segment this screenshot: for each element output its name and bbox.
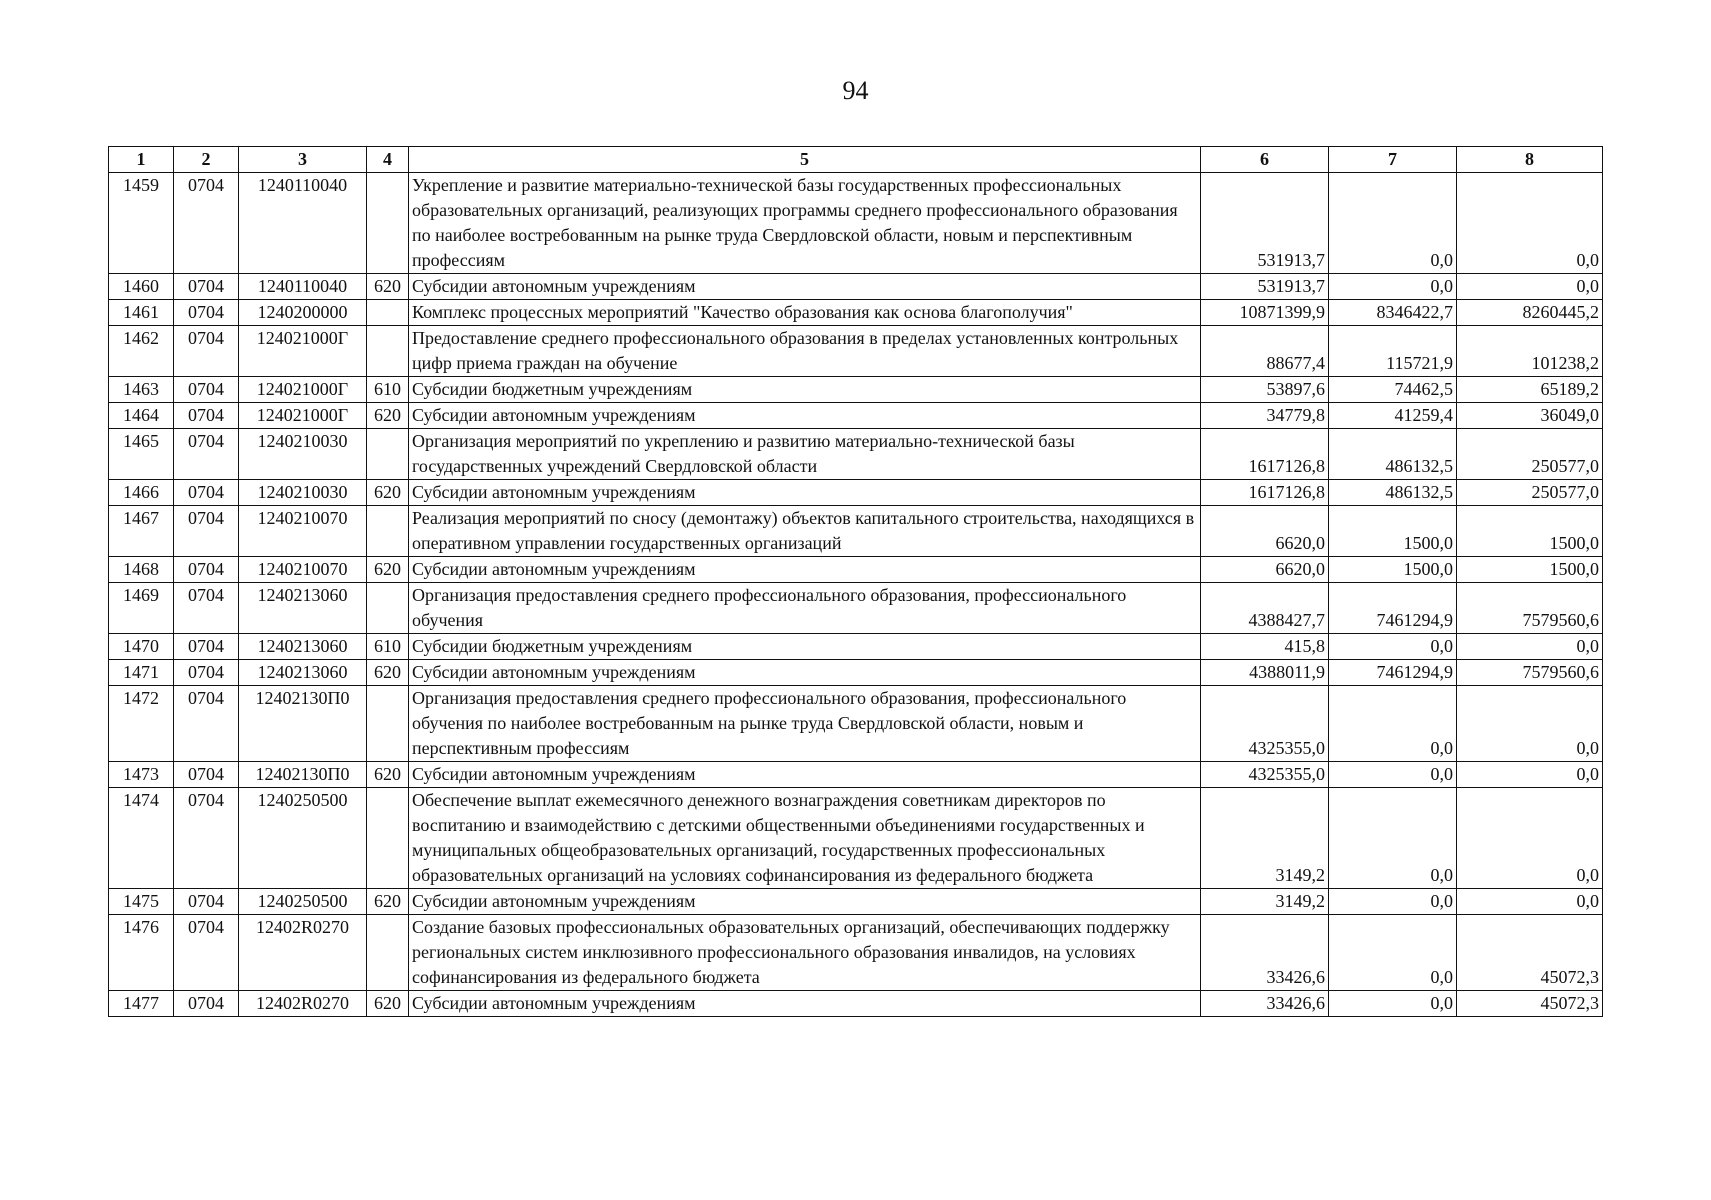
item-description: Организация предоставления среднего профессионального образования, профессионального обучения [409,583,1201,634]
amount-col6: 6620,0 [1201,557,1329,583]
column-header: 8 [1457,147,1603,173]
amount-col6: 4325355,0 [1201,686,1329,762]
item-description: Предоставление среднего профессионального образования в пределах установленных контрольных цифр приема граждан на обучение [409,326,1201,377]
expense-type-code [367,788,409,889]
expense-type-code: 610 [367,634,409,660]
amount-col7: 41259,4 [1329,403,1457,429]
expense-type-code: 620 [367,660,409,686]
target-article-code: 1240110040 [239,173,367,274]
section-code: 0704 [174,915,239,991]
amount-col8: 101238,2 [1457,326,1603,377]
table-row [109,583,1603,634]
item-description: Субсидии автономным учреждениям [409,991,1201,1017]
table-row [109,506,1603,557]
table-row [109,788,1603,889]
row-number: 1468 [109,557,174,583]
amount-col8: 250577,0 [1457,480,1603,506]
table-row [109,889,1603,915]
amount-col7: 0,0 [1329,634,1457,660]
table-row [109,429,1603,480]
amount-col7: 0,0 [1329,889,1457,915]
amount-col7: 486132,5 [1329,480,1457,506]
amount-col6: 4388427,7 [1201,583,1329,634]
row-number: 1470 [109,634,174,660]
target-article-code: 12402R0270 [239,915,367,991]
row-number: 1463 [109,377,174,403]
amount-col7: 7461294,9 [1329,583,1457,634]
amount-col7: 0,0 [1329,788,1457,889]
item-description: Субсидии автономным учреждениям [409,274,1201,300]
expense-type-code [367,326,409,377]
row-number: 1467 [109,506,174,557]
amount-col6: 88677,4 [1201,326,1329,377]
expense-type-code: 620 [367,557,409,583]
column-header: 6 [1201,147,1329,173]
item-description: Субсидии автономным учреждениям [409,660,1201,686]
item-description: Организация предоставления среднего профессионального образования, профессионального обучения по наиболее востребованным на рынке труда Свердловской области, новым и перспективным профессиям [409,686,1201,762]
table-row [109,300,1603,326]
amount-col6: 531913,7 [1201,173,1329,274]
item-description: Создание базовых профессиональных образовательных организаций, обеспечивающих поддержку региональных систем инклюзивного профессионального образования инвалидов, на условиях софинансирования из федерального бюджета [409,915,1201,991]
amount-col7: 0,0 [1329,991,1457,1017]
column-header: 4 [367,147,409,173]
amount-col6: 4388011,9 [1201,660,1329,686]
table-row [109,274,1603,300]
row-number: 1474 [109,788,174,889]
target-article-code: 1240213060 [239,634,367,660]
item-description: Субсидии бюджетным учреждениям [409,377,1201,403]
target-article-code: 124021000Г [239,403,367,429]
target-article-code: 1240110040 [239,274,367,300]
section-code: 0704 [174,583,239,634]
target-article-code: 1240250500 [239,889,367,915]
expense-type-code [367,300,409,326]
target-article-code: 1240210030 [239,429,367,480]
row-number: 1464 [109,403,174,429]
amount-col8: 0,0 [1457,634,1603,660]
expense-type-code: 620 [367,991,409,1017]
amount-col7: 0,0 [1329,762,1457,788]
table-row [109,686,1603,762]
amount-col6: 33426,6 [1201,991,1329,1017]
target-article-code: 12402130П0 [239,762,367,788]
item-description: Укрепление и развитие материально-технической базы государственных профессиональных образовательных организаций, реализующих программы среднего профессионального образования по наиболее востребованным на рынке труда Свердловской области, новым и перспективным профессиям [409,173,1201,274]
section-code: 0704 [174,377,239,403]
amount-col8: 36049,0 [1457,403,1603,429]
expense-type-code: 610 [367,377,409,403]
table-row [109,403,1603,429]
item-description: Субсидии автономным учреждениям [409,403,1201,429]
amount-col8: 45072,3 [1457,915,1603,991]
row-number: 1459 [109,173,174,274]
expense-type-code: 620 [367,889,409,915]
section-code: 0704 [174,788,239,889]
amount-col7: 0,0 [1329,686,1457,762]
expense-type-code [367,429,409,480]
amount-col7: 1500,0 [1329,557,1457,583]
column-header: 7 [1329,147,1457,173]
amount-col6: 53897,6 [1201,377,1329,403]
expense-type-code: 620 [367,403,409,429]
amount-col8: 45072,3 [1457,991,1603,1017]
expense-type-code [367,506,409,557]
section-code: 0704 [174,173,239,274]
section-code: 0704 [174,557,239,583]
table-row [109,377,1603,403]
table-row [109,762,1603,788]
section-code: 0704 [174,634,239,660]
item-description: Субсидии автономным учреждениям [409,480,1201,506]
amount-col6: 531913,7 [1201,274,1329,300]
row-number: 1466 [109,480,174,506]
table-row [109,660,1603,686]
amount-col6: 34779,8 [1201,403,1329,429]
target-article-code: 1240200000 [239,300,367,326]
amount-col7: 0,0 [1329,915,1457,991]
target-article-code: 1240213060 [239,583,367,634]
amount-col8: 250577,0 [1457,429,1603,480]
amount-col6: 4325355,0 [1201,762,1329,788]
item-description: Комплекс процессных мероприятий "Качество образования как основа благополучия" [409,300,1201,326]
target-article-code: 12402130П0 [239,686,367,762]
amount-col6: 3149,2 [1201,889,1329,915]
row-number: 1460 [109,274,174,300]
amount-col7: 8346422,7 [1329,300,1457,326]
amount-col8: 0,0 [1457,762,1603,788]
column-header: 3 [239,147,367,173]
row-number: 1465 [109,429,174,480]
expense-type-code [367,915,409,991]
amount-col8: 7579560,6 [1457,583,1603,634]
table-row [109,326,1603,377]
amount-col6: 10871399,9 [1201,300,1329,326]
row-number: 1475 [109,889,174,915]
amount-col8: 8260445,2 [1457,300,1603,326]
section-code: 0704 [174,326,239,377]
table-row [109,915,1603,991]
amount-col7: 0,0 [1329,173,1457,274]
amount-col6: 3149,2 [1201,788,1329,889]
item-description: Обеспечение выплат ежемесячного денежного вознаграждения советникам директоров по воспитанию и взаимодействию с детскими общественными объединениями государственных и муниципальных общеобразовательных организаций, государственных профессиональных образовательных организаций на условиях софинансирования из федерального бюджета [409,788,1201,889]
table-row [109,634,1603,660]
amount-col8: 1500,0 [1457,557,1603,583]
amount-col6: 415,8 [1201,634,1329,660]
amount-col6: 1617126,8 [1201,480,1329,506]
amount-col7: 115721,9 [1329,326,1457,377]
item-description: Реализация мероприятий по сносу (демонтажу) объектов капитального строительства, находящихся в оперативном управлении государственных организаций [409,506,1201,557]
row-number: 1473 [109,762,174,788]
amount-col8: 0,0 [1457,788,1603,889]
amount-col8: 65189,2 [1457,377,1603,403]
section-code: 0704 [174,660,239,686]
target-article-code: 1240210070 [239,506,367,557]
column-header: 1 [109,147,174,173]
expense-type-code: 620 [367,480,409,506]
item-description: Субсидии автономным учреждениям [409,762,1201,788]
expense-type-code [367,173,409,274]
target-article-code: 1240250500 [239,788,367,889]
amount-col8: 1500,0 [1457,506,1603,557]
amount-col6: 1617126,8 [1201,429,1329,480]
column-header: 5 [409,147,1201,173]
section-code: 0704 [174,991,239,1017]
target-article-code: 1240210070 [239,557,367,583]
amount-col8: 0,0 [1457,173,1603,274]
table-row [109,173,1603,274]
amount-col6: 33426,6 [1201,915,1329,991]
amount-col8: 0,0 [1457,274,1603,300]
section-code: 0704 [174,686,239,762]
section-code: 0704 [174,889,239,915]
section-code: 0704 [174,429,239,480]
table-row [109,480,1603,506]
row-number: 1462 [109,326,174,377]
expense-type-code: 620 [367,274,409,300]
expense-type-code [367,583,409,634]
item-description: Организация мероприятий по укреплению и развитию материально-технической базы государственных учреждений Свердловской области [409,429,1201,480]
target-article-code: 1240210030 [239,480,367,506]
budget-table [108,146,1603,1017]
section-code: 0704 [174,403,239,429]
table-header-row [109,147,1603,173]
expense-type-code: 620 [367,762,409,788]
target-article-code: 124021000Г [239,377,367,403]
column-header: 2 [174,147,239,173]
row-number: 1461 [109,300,174,326]
amount-col7: 0,0 [1329,274,1457,300]
amount-col7: 7461294,9 [1329,660,1457,686]
amount-col6: 6620,0 [1201,506,1329,557]
item-description: Субсидии автономным учреждениям [409,557,1201,583]
section-code: 0704 [174,480,239,506]
section-code: 0704 [174,300,239,326]
expense-type-code [367,686,409,762]
section-code: 0704 [174,506,239,557]
amount-col7: 1500,0 [1329,506,1457,557]
item-description: Субсидии бюджетным учреждениям [409,634,1201,660]
item-description: Субсидии автономным учреждениям [409,889,1201,915]
amount-col8: 0,0 [1457,889,1603,915]
section-code: 0704 [174,762,239,788]
row-number: 1469 [109,583,174,634]
row-number: 1476 [109,915,174,991]
amount-col8: 0,0 [1457,686,1603,762]
table-row [109,991,1603,1017]
amount-col7: 74462,5 [1329,377,1457,403]
amount-col8: 7579560,6 [1457,660,1603,686]
row-number: 1477 [109,991,174,1017]
table-row [109,557,1603,583]
page-number: 94 [842,76,869,105]
target-article-code: 12402R0270 [239,991,367,1017]
target-article-code: 1240213060 [239,660,367,686]
amount-col7: 486132,5 [1329,429,1457,480]
row-number: 1472 [109,686,174,762]
row-number: 1471 [109,660,174,686]
section-code: 0704 [174,274,239,300]
target-article-code: 124021000Г [239,326,367,377]
